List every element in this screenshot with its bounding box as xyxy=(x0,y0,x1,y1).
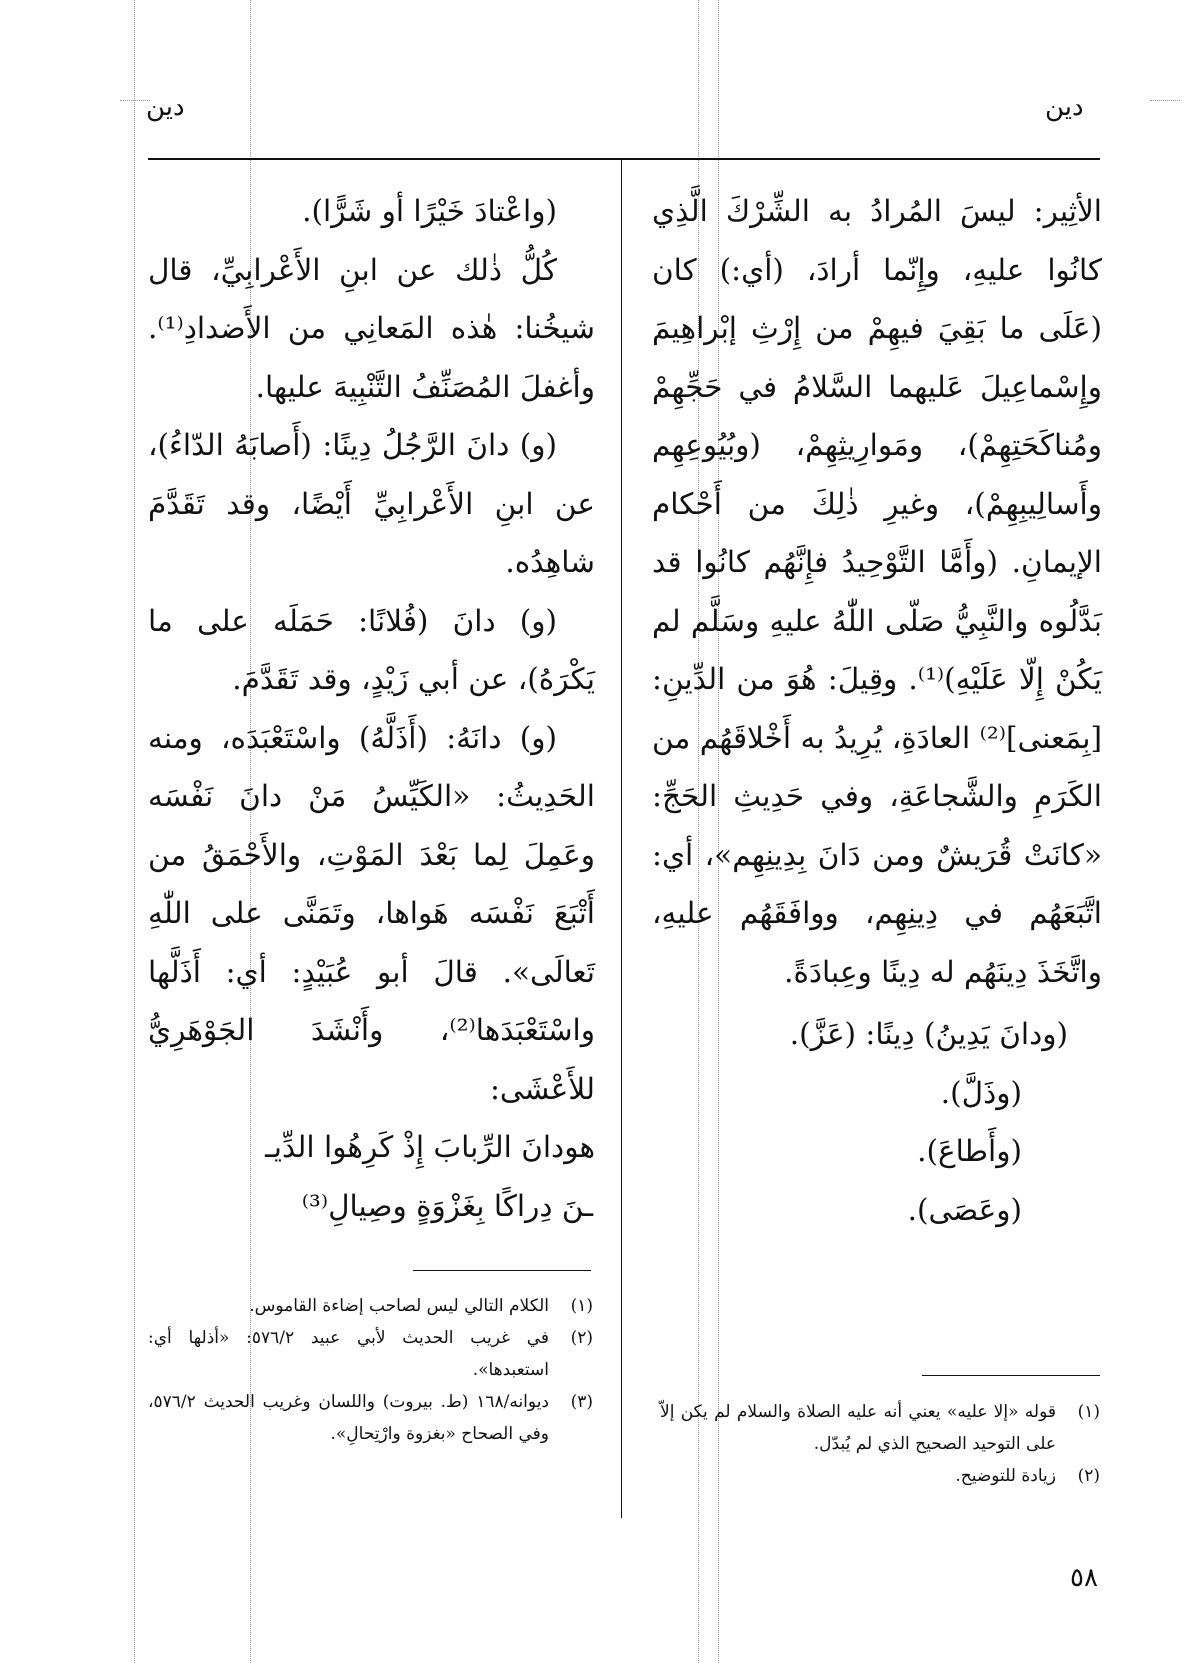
footnote-number: (٢) xyxy=(1077,1466,1100,1486)
footnote-text: قوله «إلا عليه» يعني أنه عليه الصلاة والسلام لم يكن إلاّ على التوحيد الصحيح الذي لم يُبدّل. xyxy=(660,1402,1056,1454)
paragraph: (و) دانَهُ: (أَذَلَّهُ) واسْتَعْبَدَه، ومنه الحَدِيثُ: «الكَيِّسُ مَنْ دانَ نَفْسَه وعَمِلَ لِما بَعْدَ المَوْتِ، والأَحْمَقُ من أَتْبَعَ نَفْسَه هَواها، وتَمَنَّى على اللّٰهِ تَعالَى». قالَ أبو عُبَيْدٍ: أي: أَذَلَّها واسْتَعْبَدَها⁽²⁾، وأَنْشَدَ الجَوْهَرِيُّ للأَعْشَى: xyxy=(148,720,595,1106)
footnote xyxy=(148,1386,593,1450)
running-header-right: دين xyxy=(1045,92,1084,122)
footnote xyxy=(660,1460,1100,1492)
paragraph: الأثِير: ليسَ المُرادُ به الشِّرْكَ الَّذِي كانُوا عليهِ، وإِنّما أرادَ، (أي:) كان (عَلَى ما بَقِيَ فيهِمْ من إِرْثِ إبْراهِيمَ وإِسْماعِيلَ عَليهما السَّلامُ في حَجِّهِمْ ومُناكَحَتِهِمْ)، ومَوارِيثِهِمْ، (وبُيُوعِهِم وأَسالِيبِهِمْ)، وغيرِ ذٰلِكَ من أَحْكام الإيمانِ. (وأَمَّا التَّوْحِيدُ فإِنَّهُم كانُوا قد بَدَّلُوه والنَّبِيُّ صَلّى اللّٰهُ عليهِ وسَلَّم لم يَكُنْ إِلّا عَلَيْهِ)⁽¹⁾. وقِيلَ: هُوَ من الدِّينِ: [بِمَعنى]⁽²⁾ العادَةِ، يُرِيدُ به أَخْلاقَهُم من الكَرَمِ والشَّجاعَةِ، وفي حَدِيثِ الحَجِّ: «كانَتْ قُرَيشٌ ومن دَانَ بِدِينِهِم»، أي: اتَّبَعَهُم في دِينِهِم، ووافَقَهُم عليهِ، واتَّخَذَ دِينَهُم له دِينًا وعِبادَةً. xyxy=(652,194,1102,989)
entry-line: (وأَطاعَ). xyxy=(917,1134,1022,1168)
footnote-number: (١) xyxy=(570,1296,593,1316)
footnote-number: (٢) xyxy=(570,1328,594,1348)
footnote xyxy=(660,1396,1100,1460)
entry-line: (وذَلَّ). xyxy=(940,1075,1022,1110)
paragraph: (و) دانَ الرَّجُلُ دِينًا: (أَصابَهُ الدّاءُ)، عن ابنِ الأَعْرابِيِّ أَيْضًا، وقد تَقَدَّمَ شاهِدُه. xyxy=(148,428,595,579)
entry-line: (ودانَ يَدِينُ) دِينًا: (عَزَّ). xyxy=(789,1017,1068,1051)
right-column xyxy=(652,182,1102,1239)
left-column xyxy=(148,182,595,1235)
footnote-text: ديوانه/١٦٨ (ط. بيروت) واللسان وغريب الحديث ٥٧٦/٢، وفي الصحاح «بغزوة وارْتِحالِ». xyxy=(148,1392,549,1444)
short-lines xyxy=(652,1005,1102,1239)
header-rule xyxy=(148,158,1100,160)
verse-line: ـنَ دِراكًا بِغَزْوَةٍ وصِيالِ⁽³⁾ xyxy=(301,1188,593,1223)
verse-line: هودانَ الرِّبابَ إِذْ كَرِهُوا الدِّيـ xyxy=(265,1130,595,1164)
footnote-rule xyxy=(413,1270,591,1271)
paragraph: (واعْتادَ خَيْرًا أو شَرًّا). xyxy=(302,194,557,228)
left-footnotes xyxy=(148,1290,593,1450)
entry-line: (وعَصَى). xyxy=(907,1192,1022,1227)
column-divider xyxy=(621,158,622,1518)
footnote-text: الكلام التالي ليس لصاحب إضاءة القاموس. xyxy=(249,1296,549,1316)
scan-guide-line xyxy=(134,0,135,1663)
scan-guide-tick xyxy=(1150,100,1180,101)
paragraph: (و) دانَ (فُلانًا: حَمَلَه على ما يَكْرَهُ)، عن أبي زَيْدٍ، وقد تَقَدَّمَ. xyxy=(148,603,595,696)
footnote-rule xyxy=(922,1375,1100,1376)
running-header-left: دين xyxy=(146,92,185,122)
page-number: ٥٨ xyxy=(1070,1563,1098,1593)
footnote-number: (٣) xyxy=(570,1392,593,1412)
paragraph: كُلُّ ذٰلك عن ابنِ الأَعْرابِيِّ، قال شيخُنا: هٰذه المَعانِي من الأَضدادِ⁽¹⁾. وأغفلَ المُصَنِّفُ التَّنْبِيهَ عليها. xyxy=(148,252,595,404)
right-footnotes xyxy=(660,1396,1100,1492)
footnote-text: زيادة للتوضيح. xyxy=(955,1466,1056,1486)
footnote-text: في غريب الحديث لأبي عبيد ٥٧٦/٢: «أذلها أي: استعبدها». xyxy=(148,1328,550,1380)
footnote xyxy=(148,1290,593,1322)
footnote xyxy=(148,1322,593,1386)
footnote-number: (١) xyxy=(1077,1402,1100,1422)
